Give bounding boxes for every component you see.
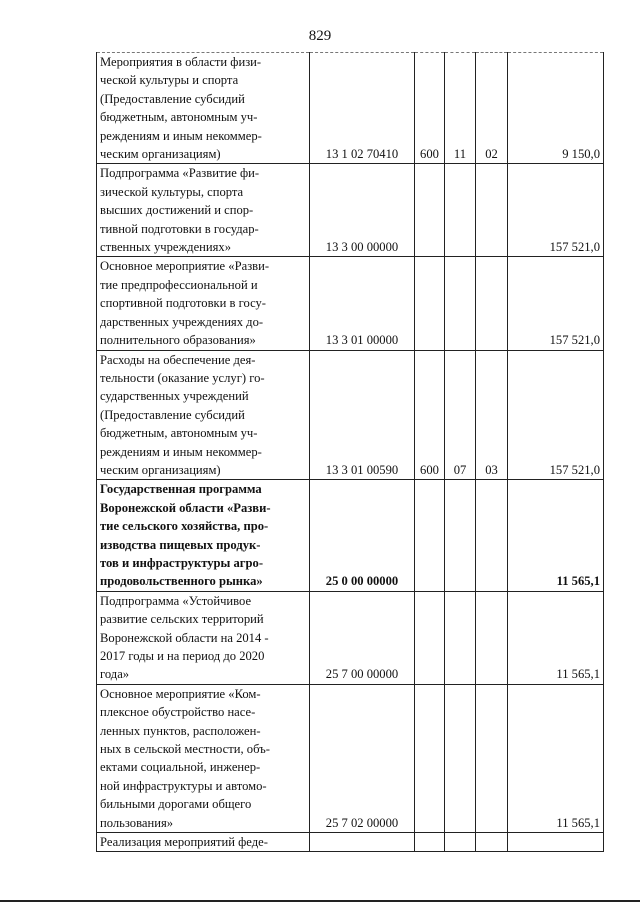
- row-sum: 157 521,0: [508, 257, 604, 350]
- row-sum: 157 521,0: [508, 350, 604, 480]
- table-row: [97, 684, 604, 832]
- row-vr: [415, 684, 445, 832]
- row-code: [310, 833, 415, 852]
- row-name: Основное мероприятие «Разви- тие предпрофессиональной и спортивной подготовки в госу- дарственных учреждениях до- полнительного образования»: [97, 257, 310, 350]
- budget-table: [96, 52, 604, 852]
- row-pr: 02: [476, 53, 508, 164]
- row-rz: [445, 257, 476, 350]
- row-rz: [445, 591, 476, 684]
- row-vr: 600: [415, 350, 445, 480]
- table-row: [97, 591, 604, 684]
- row-sum: 9 150,0: [508, 53, 604, 164]
- row-name: Основное мероприятие «Ком- плексное обустройство насе- ленных пунктов, расположен- ных в сельской местности, объ- ектами социальной, инженер- ной инфраструктуры и автомо- бильными дорогами общего пользования»: [97, 684, 310, 832]
- row-rz: 07: [445, 350, 476, 480]
- row-sum: 157 521,0: [508, 164, 604, 257]
- row-code: 13 3 01 00000: [310, 257, 415, 350]
- page-bottom-rule: [0, 900, 640, 902]
- row-name: Государственная программа Воронежской области «Разви- тие сельского хозяйства, про- изводства пищевых продук- тов и инфраструктуры агро- продовольственного рынка»: [97, 480, 310, 591]
- row-code: 13 3 01 00590: [310, 350, 415, 480]
- row-name: Реализация мероприятий феде-: [97, 833, 310, 852]
- row-rz: [445, 833, 476, 852]
- row-code: 13 3 00 00000: [310, 164, 415, 257]
- table-row: [97, 480, 604, 591]
- row-vr: [415, 164, 445, 257]
- row-pr: [476, 257, 508, 350]
- table-row: [97, 257, 604, 350]
- row-vr: [415, 591, 445, 684]
- row-code: 13 1 02 70410: [310, 53, 415, 164]
- row-vr: [415, 257, 445, 350]
- row-pr: [476, 684, 508, 832]
- row-rz: 11: [445, 53, 476, 164]
- row-pr: [476, 164, 508, 257]
- row-name: Расходы на обеспечение дея- тельности (оказание услуг) го- сударственных учреждений (Предоставление субсидий бюджетным, автономным уч- реждениям и иным некоммер- ческим организациям): [97, 350, 310, 480]
- table-row: [97, 350, 604, 480]
- table-row: [97, 833, 604, 852]
- table-row: [97, 164, 604, 257]
- row-pr: [476, 833, 508, 852]
- page-number: 829: [308, 28, 332, 44]
- row-vr: [415, 833, 445, 852]
- row-name: Подпрограмма «Развитие фи- зической культуры, спорта высших достижений и спор- тивной подготовки в государ- ственных учреждениях»: [97, 164, 310, 257]
- row-sum: 11 565,1: [508, 684, 604, 832]
- row-rz: [445, 480, 476, 591]
- row-sum: 11 565,1: [508, 480, 604, 591]
- table-row: [97, 53, 604, 164]
- row-code: 25 0 00 00000: [310, 480, 415, 591]
- row-vr: [415, 480, 445, 591]
- row-rz: [445, 164, 476, 257]
- row-rz: [445, 684, 476, 832]
- row-name: Мероприятия в области физи- ческой культуры и спорта (Предоставление субсидий бюджетным, автономным уч- реждениям и иным некоммер- ческим организациям): [97, 53, 310, 164]
- row-sum: [508, 833, 604, 852]
- row-pr: [476, 591, 508, 684]
- row-code: 25 7 02 00000: [310, 684, 415, 832]
- row-vr: 600: [415, 53, 445, 164]
- row-pr: [476, 480, 508, 591]
- row-name: Подпрограмма «Устойчивое развитие сельских территорий Воронежской области на 2014 - 2017 годы и на период до 2020 года»: [97, 591, 310, 684]
- row-pr: 03: [476, 350, 508, 480]
- row-sum: 11 565,1: [508, 591, 604, 684]
- row-code: 25 7 00 00000: [310, 591, 415, 684]
